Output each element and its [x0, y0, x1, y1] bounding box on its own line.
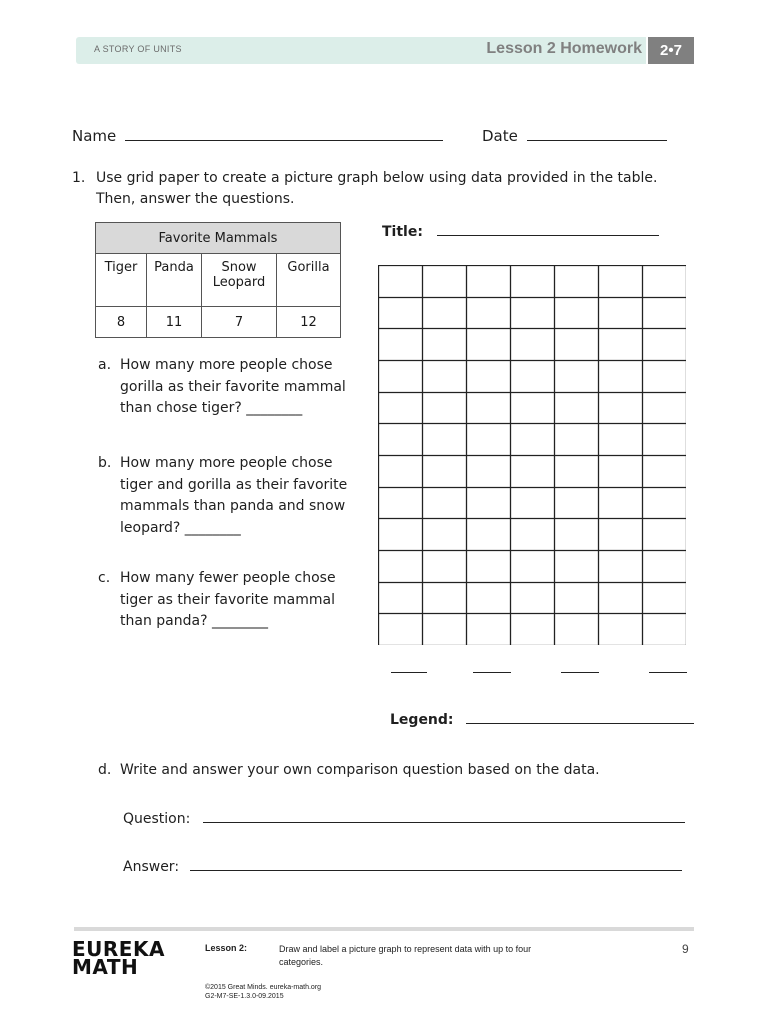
footer-objective-line-1: Draw and label a picture graph to represent data with up to four: [279, 944, 532, 954]
question-d-question-field: [123, 811, 685, 827]
question-d-text: Write and answer your own comparison question based on the data.: [120, 762, 600, 778]
question-d-question-label: Question:: [123, 811, 191, 827]
date-field: [482, 127, 667, 145]
question-b-line-2: tiger and gorilla as their favorite: [120, 476, 348, 493]
question-c-line-3: than panda? ________: [120, 613, 268, 629]
picture-graph-grid[interactable]: [378, 265, 686, 645]
category-blank-4[interactable]: [649, 672, 687, 673]
date-label: Date: [482, 127, 518, 145]
graph-title-label: Title:: [382, 224, 423, 240]
question-c-line-1: How many fewer people chose: [120, 570, 336, 586]
question-b: [98, 453, 347, 539]
legend-blank[interactable]: [466, 723, 694, 724]
graph-title-field: [382, 224, 659, 240]
question-c: [98, 568, 336, 633]
question-a-line-2: gorilla as their favorite mammal: [120, 378, 346, 395]
question-b-line-3: mammals than panda and snow: [120, 498, 346, 514]
problem-1-instructions: [72, 168, 657, 210]
table-header-gorilla: Gorilla: [277, 254, 341, 307]
snow-leopard-line-1: Snow: [221, 260, 257, 275]
lesson-title: Lesson 2 Homework: [486, 40, 642, 57]
question-d-answer-label: Answer:: [123, 859, 180, 875]
footer-objective-line-2: categories.: [279, 957, 324, 967]
logo-line-2: MATH: [72, 955, 139, 979]
grid-svg: [378, 265, 686, 645]
footer-objective: [279, 943, 531, 969]
question-b-line-4: leopard? ________: [120, 519, 241, 536]
question-c-line-2: tiger as their favorite mammal: [120, 591, 335, 608]
table-value-snow-leopard: 7: [202, 307, 277, 338]
name-label: Name: [72, 127, 117, 145]
question-a: [98, 355, 346, 420]
instructions-line-2: Then, answer the questions.: [96, 191, 295, 207]
module-badge: 2•7: [648, 37, 694, 64]
favorite-mammals-table: [95, 222, 341, 338]
graph-title-blank[interactable]: [437, 235, 659, 236]
table-header-panda: Panda: [147, 254, 202, 307]
question-b-line-1: How many more people chose: [120, 455, 333, 471]
category-blank-1[interactable]: [391, 672, 427, 673]
legend-label: Legend:: [390, 712, 454, 728]
question-d-answer-blank[interactable]: [190, 870, 682, 871]
question-a-line-1: How many more people chose: [120, 357, 333, 373]
footer-rule: [74, 927, 694, 931]
question-a-label: a.: [98, 357, 112, 373]
question-c-label: c.: [98, 570, 111, 586]
question-a-line-3: than chose tiger? ________: [120, 400, 303, 416]
name-field: [72, 127, 443, 145]
footer-copyright: ©2015 Great Minds. eureka-math.org: [205, 984, 322, 991]
footer-lesson-label: Lesson 2:: [205, 943, 248, 953]
instructions-line-1: Use grid paper to create a picture graph below using data provided in the table.: [96, 170, 658, 186]
snow-leopard-line-2: Leopard: [212, 275, 266, 290]
problem-number: 1.: [72, 170, 86, 186]
table-value-panda: 11: [147, 307, 202, 338]
question-d-label: d.: [98, 762, 112, 778]
series-label: A STORY OF UNITS: [94, 44, 182, 54]
logo-line-1: EUREKA: [72, 937, 165, 961]
question-b-label: b.: [98, 455, 112, 471]
name-blank[interactable]: [125, 140, 443, 141]
question-d-question-blank[interactable]: [203, 822, 685, 823]
category-blank-2[interactable]: [473, 672, 511, 673]
category-blank-3[interactable]: [561, 672, 599, 673]
eureka-math-logo: [72, 937, 165, 979]
legend-field: [390, 712, 694, 728]
page-number: 9: [682, 942, 689, 956]
question-d-answer-field: [123, 859, 682, 875]
table-caption: Favorite Mammals: [96, 223, 341, 254]
question-d: [98, 762, 600, 778]
table-value-tiger: 8: [96, 307, 147, 338]
table-header-snow-leopard: [202, 254, 277, 307]
table-value-gorilla: 12: [277, 307, 341, 338]
footer-copyright-block: [205, 983, 321, 1001]
date-blank[interactable]: [527, 140, 667, 141]
footer-code: G2-M7-SE-1.3.0-09.2015: [205, 993, 284, 1000]
table-header-tiger: Tiger: [96, 254, 147, 307]
